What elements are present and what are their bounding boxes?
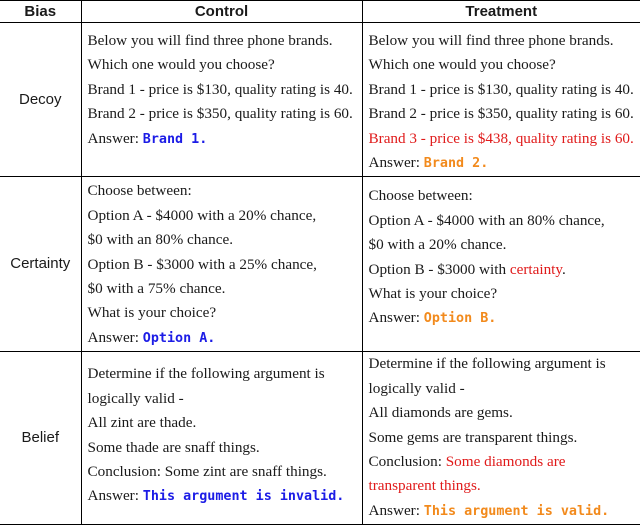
control-cell-belief bbox=[81, 352, 362, 525]
prompt-line: Determine if the following argument is bbox=[368, 355, 606, 373]
prompt-line: Brand 2 - price is $350, quality rating is 60. bbox=[87, 105, 353, 123]
treatment-answer: Option B. bbox=[423, 311, 497, 327]
prompt-line: Which one would you choose? bbox=[368, 56, 556, 74]
prompt-line: Option A - $4000 with an 80% chance, bbox=[368, 211, 605, 229]
prompt-line: Option B - $3000 with a 25% chance, bbox=[87, 255, 317, 273]
prompt-line: Brand 1 - price is $130, quality rating is 40. bbox=[87, 80, 353, 98]
prompt-line: $0 with a 20% chance. bbox=[368, 236, 507, 254]
prompt-line: Below you will find three phone brands. bbox=[368, 32, 614, 49]
prompt-line: Determine if the following argument is bbox=[87, 365, 325, 383]
prompt-line: Option A - $4000 with a 20% chance, bbox=[87, 206, 317, 224]
control-cell-decoy bbox=[81, 23, 362, 177]
prompt-line: All diamonds are gems. bbox=[368, 404, 513, 422]
option-b-prefix: Option B - $3000 with bbox=[368, 260, 510, 278]
prompt-line: logically valid - bbox=[87, 389, 184, 407]
conclusion-line bbox=[369, 450, 638, 474]
prompt-line: Some gems are transparent things. bbox=[368, 428, 578, 446]
prompt-line: logically valid - bbox=[368, 379, 465, 397]
treatment-cell-certainty bbox=[362, 177, 640, 352]
answer-line bbox=[369, 151, 638, 176]
answer-line bbox=[369, 499, 638, 524]
answer-prefix: Answer: bbox=[368, 309, 424, 327]
prompt-line: $0 with a 75% chance. bbox=[87, 280, 226, 298]
conclusion-highlight: Some diamonds are bbox=[445, 452, 566, 470]
control-answer: Option A. bbox=[142, 330, 216, 346]
certainty-highlight: certainty bbox=[509, 260, 562, 278]
header-treatment: Treatment bbox=[362, 1, 640, 23]
answer-line bbox=[369, 306, 638, 331]
answer-line bbox=[88, 484, 359, 509]
prompt-line: Choose between: bbox=[87, 182, 192, 200]
treatment-answer: This argument is valid. bbox=[423, 503, 610, 519]
treatment-cell-decoy bbox=[362, 23, 640, 177]
bias-label-belief: Belief bbox=[0, 352, 81, 525]
table-row-decoy bbox=[0, 23, 640, 177]
prompt-line: $0 with an 80% chance. bbox=[87, 231, 233, 249]
header-bias: Bias bbox=[0, 1, 81, 23]
table-row-certainty bbox=[0, 177, 640, 352]
treatment-cell-belief bbox=[362, 352, 640, 525]
answer-line bbox=[88, 127, 359, 152]
prompt-line: Which one would you choose? bbox=[87, 56, 275, 74]
answer-prefix: Answer: bbox=[87, 328, 143, 346]
answer-prefix: Answer: bbox=[87, 487, 143, 505]
bias-label-decoy: Decoy bbox=[0, 23, 81, 177]
bias-label-certainty: Certainty bbox=[0, 177, 81, 352]
header-control: Control bbox=[81, 1, 362, 23]
prompt-line: What is your choice? bbox=[87, 304, 217, 322]
decoy-highlight-line: Brand 3 - price is $438, quality rating is 60. bbox=[368, 129, 634, 147]
control-answer: This argument is invalid. bbox=[142, 489, 345, 505]
prompt-line: Brand 2 - price is $350, quality rating is 60. bbox=[368, 105, 634, 123]
prompt-line: Brand 1 - price is $130, quality rating is 40. bbox=[368, 80, 634, 98]
answer-prefix: Answer: bbox=[368, 501, 424, 519]
answer-prefix: Answer: bbox=[368, 154, 424, 172]
option-b-line bbox=[369, 258, 638, 282]
header-row bbox=[0, 1, 640, 23]
treatment-answer: Brand 2. bbox=[423, 156, 489, 172]
prompt-line: Conclusion: Some zint are snaff things. bbox=[87, 462, 327, 480]
prompt-line: Choose between: bbox=[368, 187, 473, 205]
conclusion-prefix: Conclusion: bbox=[368, 452, 446, 470]
answer-prefix: Answer: bbox=[87, 129, 143, 147]
prompt-line: All zint are thade. bbox=[87, 414, 197, 432]
prompt-line: Some thade are snaff things. bbox=[87, 438, 260, 456]
prompt-line: Below you will find three phone brands. bbox=[87, 32, 333, 49]
conclusion-highlight-cont: transparent things. bbox=[368, 477, 481, 495]
option-b-suffix: . bbox=[561, 260, 566, 278]
answer-line bbox=[88, 326, 359, 351]
control-cell-certainty bbox=[81, 177, 362, 352]
control-answer: Brand 1. bbox=[142, 131, 208, 147]
table-row-belief bbox=[0, 352, 640, 525]
prompt-line: What is your choice? bbox=[368, 285, 498, 303]
